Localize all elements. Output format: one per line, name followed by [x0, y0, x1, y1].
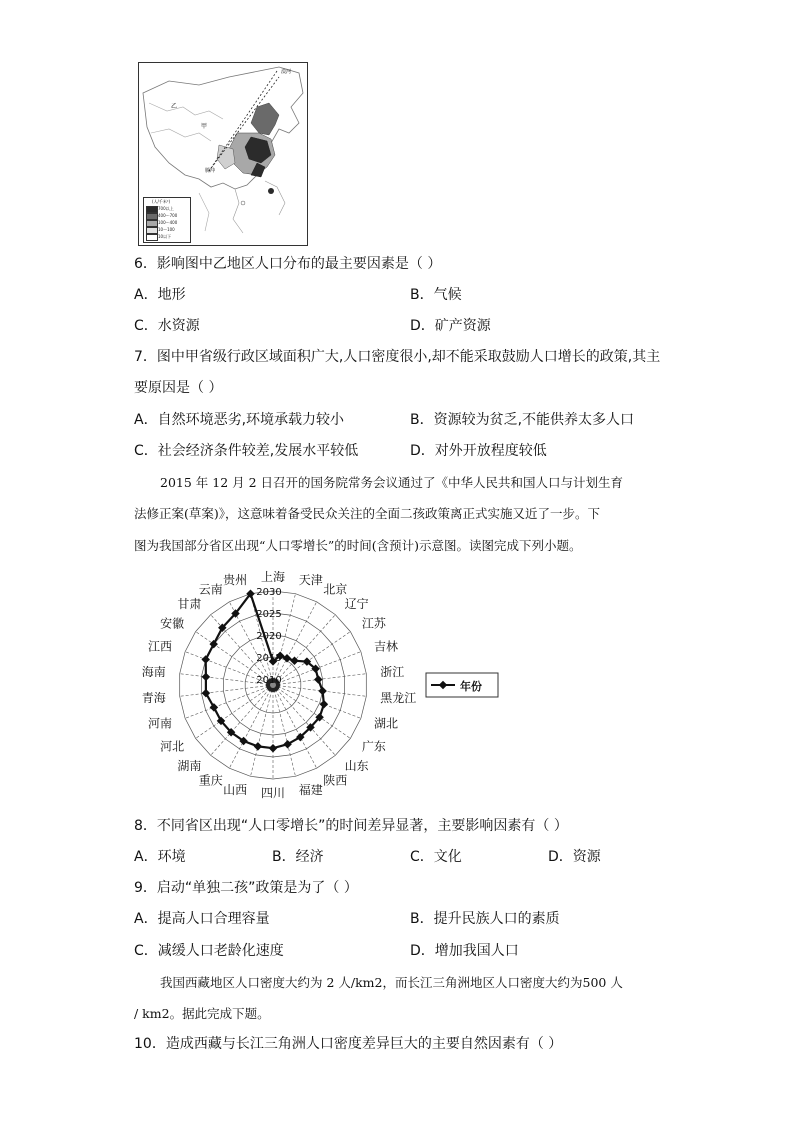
legend-swatch [146, 213, 158, 220]
radar-category-label: 吉林 [374, 639, 399, 654]
radar-data-point [202, 673, 210, 681]
passage1-line2: 法修正案(草案)》，这意味着备受民众关注的全面二孩政策离正式实施又近了一步。下 [134, 506, 601, 521]
passage2-line1: 我国西藏地区人口密度大约为 2 人/km2，而长江三角洲地区人口密度大约为500 人 [160, 975, 623, 990]
q7-option-c[interactable]: C．社会经济条件较差,发展水平较低 [134, 443, 359, 459]
radar-category-label: 湖北 [374, 716, 399, 731]
q9-option-a[interactable]: A．提高人口合理容量 [134, 911, 270, 927]
radar-spoke [185, 685, 273, 718]
legend-title: (人/千米²) [152, 199, 171, 204]
radar-category-label: 北京 [323, 582, 348, 597]
radar-data-point [269, 744, 277, 752]
radar-data-point [283, 740, 291, 748]
legend-label: 10～100 [158, 227, 175, 232]
legend-swatch [146, 220, 158, 227]
radar-data-point [210, 703, 218, 711]
zero-growth-radar-chart [130, 560, 530, 810]
legend-swatch [146, 227, 158, 234]
radar-category-label: 天津 [298, 573, 323, 588]
radar-category-label: 浙江 [380, 665, 405, 679]
q8-option-b[interactable]: B．经济 [272, 849, 324, 865]
radar-tick-label: 2010 [256, 675, 282, 686]
radar-data-point [202, 689, 210, 697]
radar-category-label: 青海 [141, 691, 166, 705]
q6-stem: 6．影响图中乙地区人口分布的最主要因素是（ ） [134, 256, 442, 272]
radar-category-label: 湖南 [177, 758, 202, 773]
radar-tick-label: 2015 [256, 653, 282, 664]
radar-spoke [273, 685, 361, 718]
radar-category-label: 海南 [141, 665, 166, 679]
passage1-line3: 图为我国部分省区出现“人口零增长”的时间(含预计)示意图。读图完成下列小题。 [134, 538, 582, 553]
radar-data-point [318, 687, 326, 695]
radar-category-label: 河南 [147, 716, 172, 731]
radar-category-label: 广东 [361, 739, 386, 754]
radar-category-label: 上海 [260, 570, 286, 584]
legend-label: 400～700 [158, 213, 178, 218]
legend-swatch [146, 206, 158, 213]
q9-option-d[interactable]: D．增加我国人口 [410, 943, 519, 959]
radar-category-label: 江苏 [361, 616, 386, 631]
map-label-north: 漠河 [281, 69, 292, 75]
q8-option-a[interactable]: A．环境 [134, 849, 186, 865]
map-label-south: 腾冲 [205, 168, 216, 174]
population-density-map [138, 62, 308, 246]
radar-category-label: 甘肃 [177, 597, 202, 612]
radar-data-point [314, 675, 322, 683]
q8-option-d[interactable]: D．资源 [548, 849, 601, 865]
map-label-yi: 乙 [171, 103, 178, 110]
radar-category-label: 重庆 [198, 773, 223, 788]
radar-category-label: 黑龙江 [380, 691, 417, 705]
radar-category-label: 山东 [344, 758, 369, 773]
q9-option-b[interactable]: B．提升民族人口的素质 [410, 911, 560, 927]
q8-stem: 8．不同省区出现“人口零增长”的时间差异显著，主要影响因素有（ ） [134, 818, 568, 834]
radar-category-label: 安徽 [160, 616, 185, 631]
q6-option-b[interactable]: B．气候 [410, 287, 462, 303]
radar-category-label: 辽宁 [344, 597, 369, 612]
q7-option-a[interactable]: A．自然环境恶劣,环境承载力较小 [134, 412, 345, 428]
map-label-jia: 甲 [201, 123, 208, 130]
radar-tick-label: 2020 [256, 631, 282, 642]
legend-label: 700以上 [158, 206, 174, 211]
radar-category-label: 贵州 [223, 573, 248, 588]
radar-category-label: 四川 [260, 786, 286, 800]
q7-stem-line2: 要原因是（ ） [134, 380, 223, 396]
q7-stem-line1: 7．图中甲省级行政区域面积广大,人口密度很小,却不能采取鼓励人口增长的政策,其主 [134, 349, 661, 365]
passage1-line1: 2015 年 12 月 2 日召开的国务院常务会议通过了《中华人民共和国人口与计划生育 [160, 475, 624, 490]
radar-category-label: 陕西 [323, 773, 348, 788]
radar-category-label: 云南 [198, 582, 223, 597]
q6-option-d[interactable]: D．矿产资源 [410, 318, 491, 334]
legend-swatch [146, 234, 158, 241]
q6-option-c[interactable]: C．水资源 [134, 318, 200, 334]
legend-label: 100～400 [158, 220, 178, 225]
radar-data-point [254, 742, 262, 750]
passage2-line2: / km2。据此完成下题。 [134, 1006, 270, 1021]
radar-category-label: 山西 [223, 782, 248, 797]
radar-data-point [201, 655, 209, 663]
q10-stem: 10．造成西藏与长江三角洲人口密度差异巨大的主要自然因素有（ ） [134, 1036, 563, 1052]
radar-svg [130, 560, 530, 810]
q7-option-d[interactable]: D．对外开放程度较低 [410, 443, 547, 459]
radar-category-label: 江西 [147, 639, 172, 654]
q6-option-a[interactable]: A．地形 [134, 287, 186, 303]
legend-label: 年份 [460, 680, 482, 693]
radar-category-label: 福建 [298, 782, 323, 797]
q7-option-b[interactable]: B．资源较为贫乏,不能供养太多人口 [410, 412, 635, 428]
q8-option-c[interactable]: C．文化 [410, 849, 462, 865]
map-legend [143, 197, 191, 243]
legend-label: 10以下 [158, 234, 172, 239]
q9-option-c[interactable]: C．减缓人口老龄化速度 [134, 943, 284, 959]
radar-category-label: 河北 [160, 739, 185, 754]
radar-tick-label: 2030 [256, 587, 282, 598]
q9-stem: 9．启动“单独二孩”政策是为了（ ） [134, 880, 358, 896]
radar-tick-label: 2025 [256, 609, 282, 620]
radar-data-point [320, 700, 328, 708]
